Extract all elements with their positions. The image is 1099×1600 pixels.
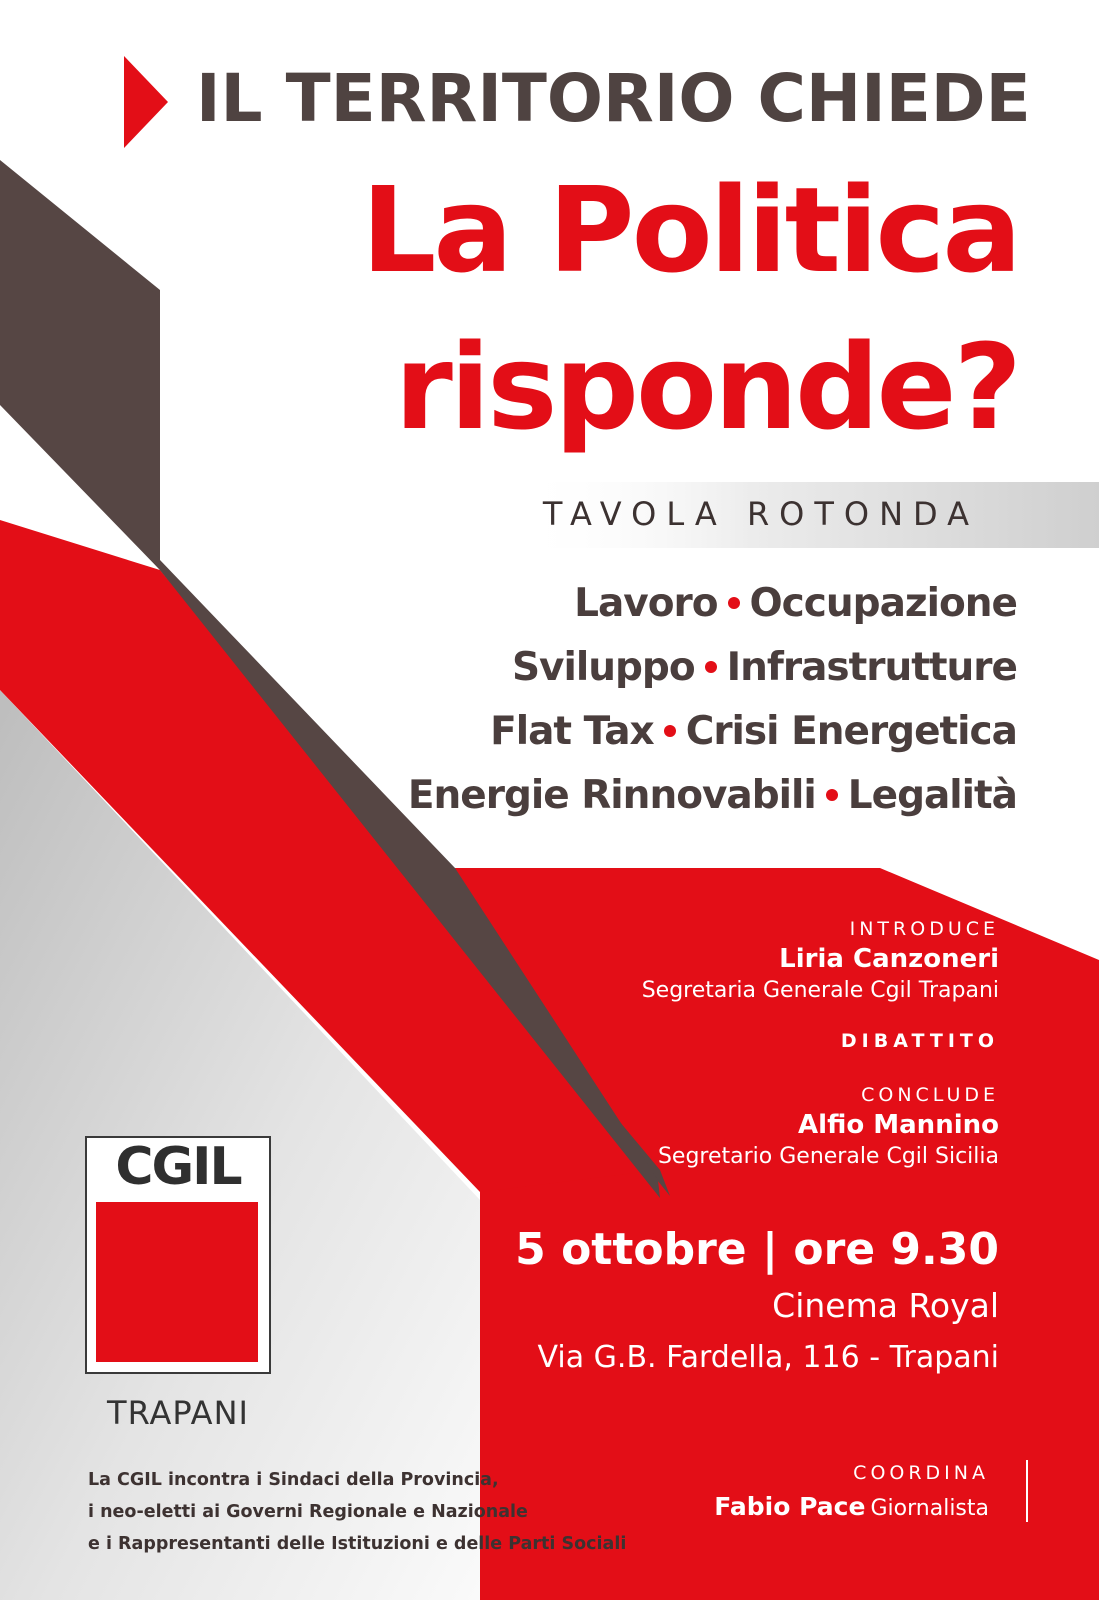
debate-label: DIBATTITO: [840, 1030, 999, 1052]
coordinator-line: [714, 1492, 989, 1521]
bullet-icon: [664, 725, 676, 737]
logo-red-square: [96, 1202, 258, 1362]
bullet-icon: [728, 597, 740, 609]
topic: Crisi Energetica: [685, 709, 1017, 754]
logo-text: CGIL: [115, 1137, 241, 1197]
topic-row: [408, 572, 1017, 636]
topic: Energie Rinnovabili: [407, 773, 816, 818]
event-venue: Cinema Royal: [772, 1286, 999, 1325]
divider: [1026, 1460, 1028, 1522]
subtitle: TAVOLA ROTONDA: [542, 495, 979, 533]
footer-note: [88, 1464, 626, 1560]
footer-line: La CGIL incontra i Sindaci della Provincia,: [88, 1470, 499, 1490]
conclude-name: Alfio Mannino: [798, 1110, 999, 1140]
topic: Flat Tax: [490, 709, 654, 754]
topic: Infrastrutture: [726, 645, 1017, 690]
event-address: Via G.B. Fardella, 116 - Trapani: [537, 1340, 999, 1375]
coordinator-name: Fabio Pace: [714, 1492, 866, 1521]
topic-row: [408, 764, 1017, 828]
headline-line-2: risponde?: [394, 318, 1019, 456]
conclude-label: CONCLUDE: [861, 1084, 999, 1106]
conclude-role: Segretario Generale Cgil Sicilia: [657, 1144, 999, 1169]
coordinator-role: Giornalista: [870, 1496, 989, 1521]
kicker-title: IL TERRITORIO CHIEDE: [196, 60, 1031, 137]
footer-line: e i Rappresentanti delle Istituzioni e delle Parti Sociali: [88, 1534, 627, 1554]
topic: Lavoro: [574, 581, 718, 626]
topic: Legalità: [847, 773, 1017, 818]
topic-row: [408, 636, 1017, 700]
footer-line: i neo-eletti ai Governi Regionale e Nazionale: [88, 1502, 528, 1522]
topic: Occupazione: [749, 581, 1017, 626]
play-arrow-icon: [124, 56, 168, 148]
introduce-label: INTRODUCE: [849, 918, 999, 940]
topics-list: [408, 572, 1017, 828]
event-date-time: 5 ottobre | ore 9.30: [515, 1224, 999, 1275]
introduce-name: Liria Canzoneri: [779, 944, 999, 974]
bullet-icon: [705, 661, 717, 673]
topic: Sviluppo: [511, 645, 695, 690]
coordinator-label: COORDINA: [853, 1462, 989, 1484]
introduce-role: Segretaria Generale Cgil Trapani: [641, 978, 999, 1003]
bullet-icon: [826, 789, 838, 801]
headline-line-1: La Politica: [361, 161, 1019, 299]
logo-city: TRAPANI: [107, 1394, 249, 1432]
topic-row: [408, 700, 1017, 764]
